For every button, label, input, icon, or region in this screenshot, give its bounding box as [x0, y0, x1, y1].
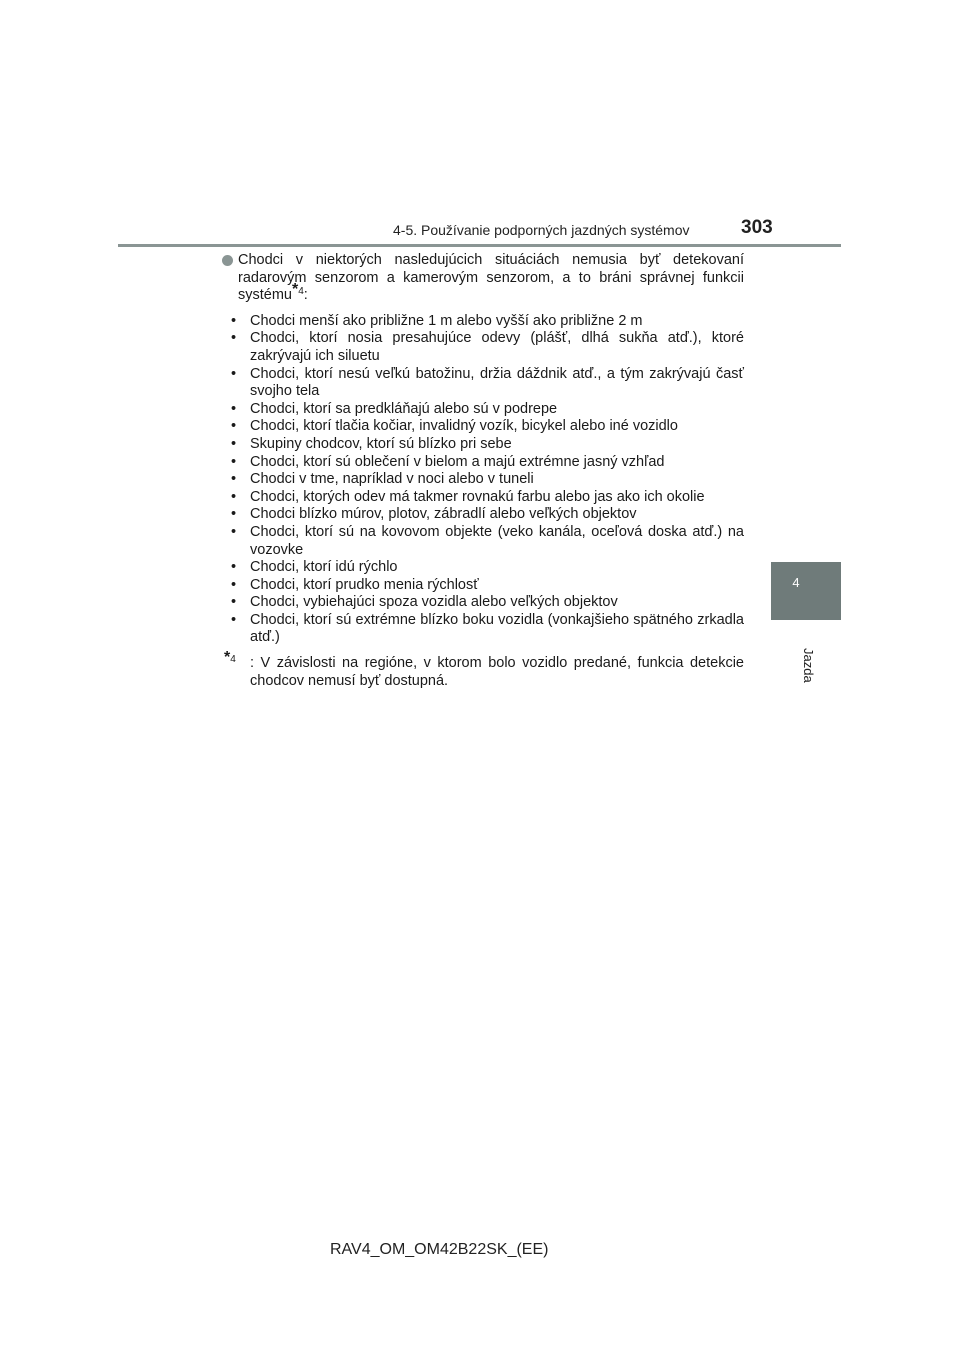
main-content — [222, 252, 744, 690]
footnote-marker: *4 — [224, 649, 236, 667]
list-item: • Chodci, ktorí sú na kovovom objekte (veko kanála, oceľová doska atď.) na vozovke — [231, 524, 744, 559]
intro-paragraph: Chodci v niektorých nasledujúcich situáciách nemusia byť detekovaní radarovým senzorom a kamerovým senzorom, a to bráni správnej funkcii systému$^{*4}$: — [222, 252, 744, 305]
chapter-tab-number: 4 — [792, 575, 800, 590]
list-item: • Chodci blízko múrov, plotov, zábradlí alebo veľkých objektov — [231, 506, 744, 524]
list-item: • Chodci, ktorí prudko menia rýchlosť — [231, 577, 744, 595]
document-code: RAV4_OM_OM42B22SK_(EE) — [330, 1241, 549, 1258]
list-item: • Chodci, vybiehajúci spoza vozidla alebo veľkých objektov — [231, 594, 744, 612]
list-item: • Chodci, ktorí nosia presahujúce odevy (plášť, dlhá sukňa atď.), ktoré zakrývajú ich siluetu — [231, 330, 744, 365]
condition-list — [222, 313, 744, 647]
list-item: • Chodci v tme, napríklad v noci alebo v tuneli — [231, 471, 744, 489]
chapter-tab — [771, 562, 841, 620]
intro-text: Chodci v niektorých nasledujúcich situáciách nemusia byť detekovaní radarovým senzorom a kamerovým senzorom, a to bráni správnej funkcii systému — [238, 252, 744, 304]
page-number: 303 — [741, 217, 773, 238]
list-item: • Chodci, ktorí tlačia kočiar, invalidný vozík, bicykel alebo iné vozidlo — [231, 418, 744, 436]
footnote — [222, 649, 744, 690]
list-item: • Chodci, ktorí sa predkláňajú alebo sú v podrepe — [231, 401, 744, 419]
footnote-text: : V závislosti na regióne, v ktorom bolo vozidlo predané, funkcia detekcie chodcov nemusí byť dostupná. — [250, 655, 744, 689]
list-item: • Chodci, ktorí idú rýchlo — [231, 559, 744, 577]
list-item: • Chodci, ktorí sú extrémne blízko boku vozidla (vonkajšieho spätného zrkadla atď.) — [231, 612, 744, 647]
header-divider — [118, 244, 841, 247]
chapter-tab-label: Jazda — [801, 648, 816, 683]
section-title: 4-5. Používanie podporných jazdných systémov — [393, 222, 690, 238]
bullet-dot-icon — [222, 255, 233, 266]
list-item: • Chodci menší ako približne 1 m alebo vyšší ako približne 2 m — [231, 313, 744, 331]
list-item: • Skupiny chodcov, ktorí sú blízko pri sebe — [231, 436, 744, 454]
intro-footnote-ref: *4 — [292, 281, 304, 299]
list-item: • Chodci, ktorí nesú veľkú batožinu, držia dáždnik atď., a tým zakrývajú časť svojho tela — [231, 366, 744, 401]
list-item: • Chodci, ktorí sú oblečení v bielom a majú extrémne jasný vzhľad — [231, 454, 744, 472]
list-item: • Chodci, ktorých odev má takmer rovnakú farbu alebo jas ako ich okolie — [231, 489, 744, 507]
